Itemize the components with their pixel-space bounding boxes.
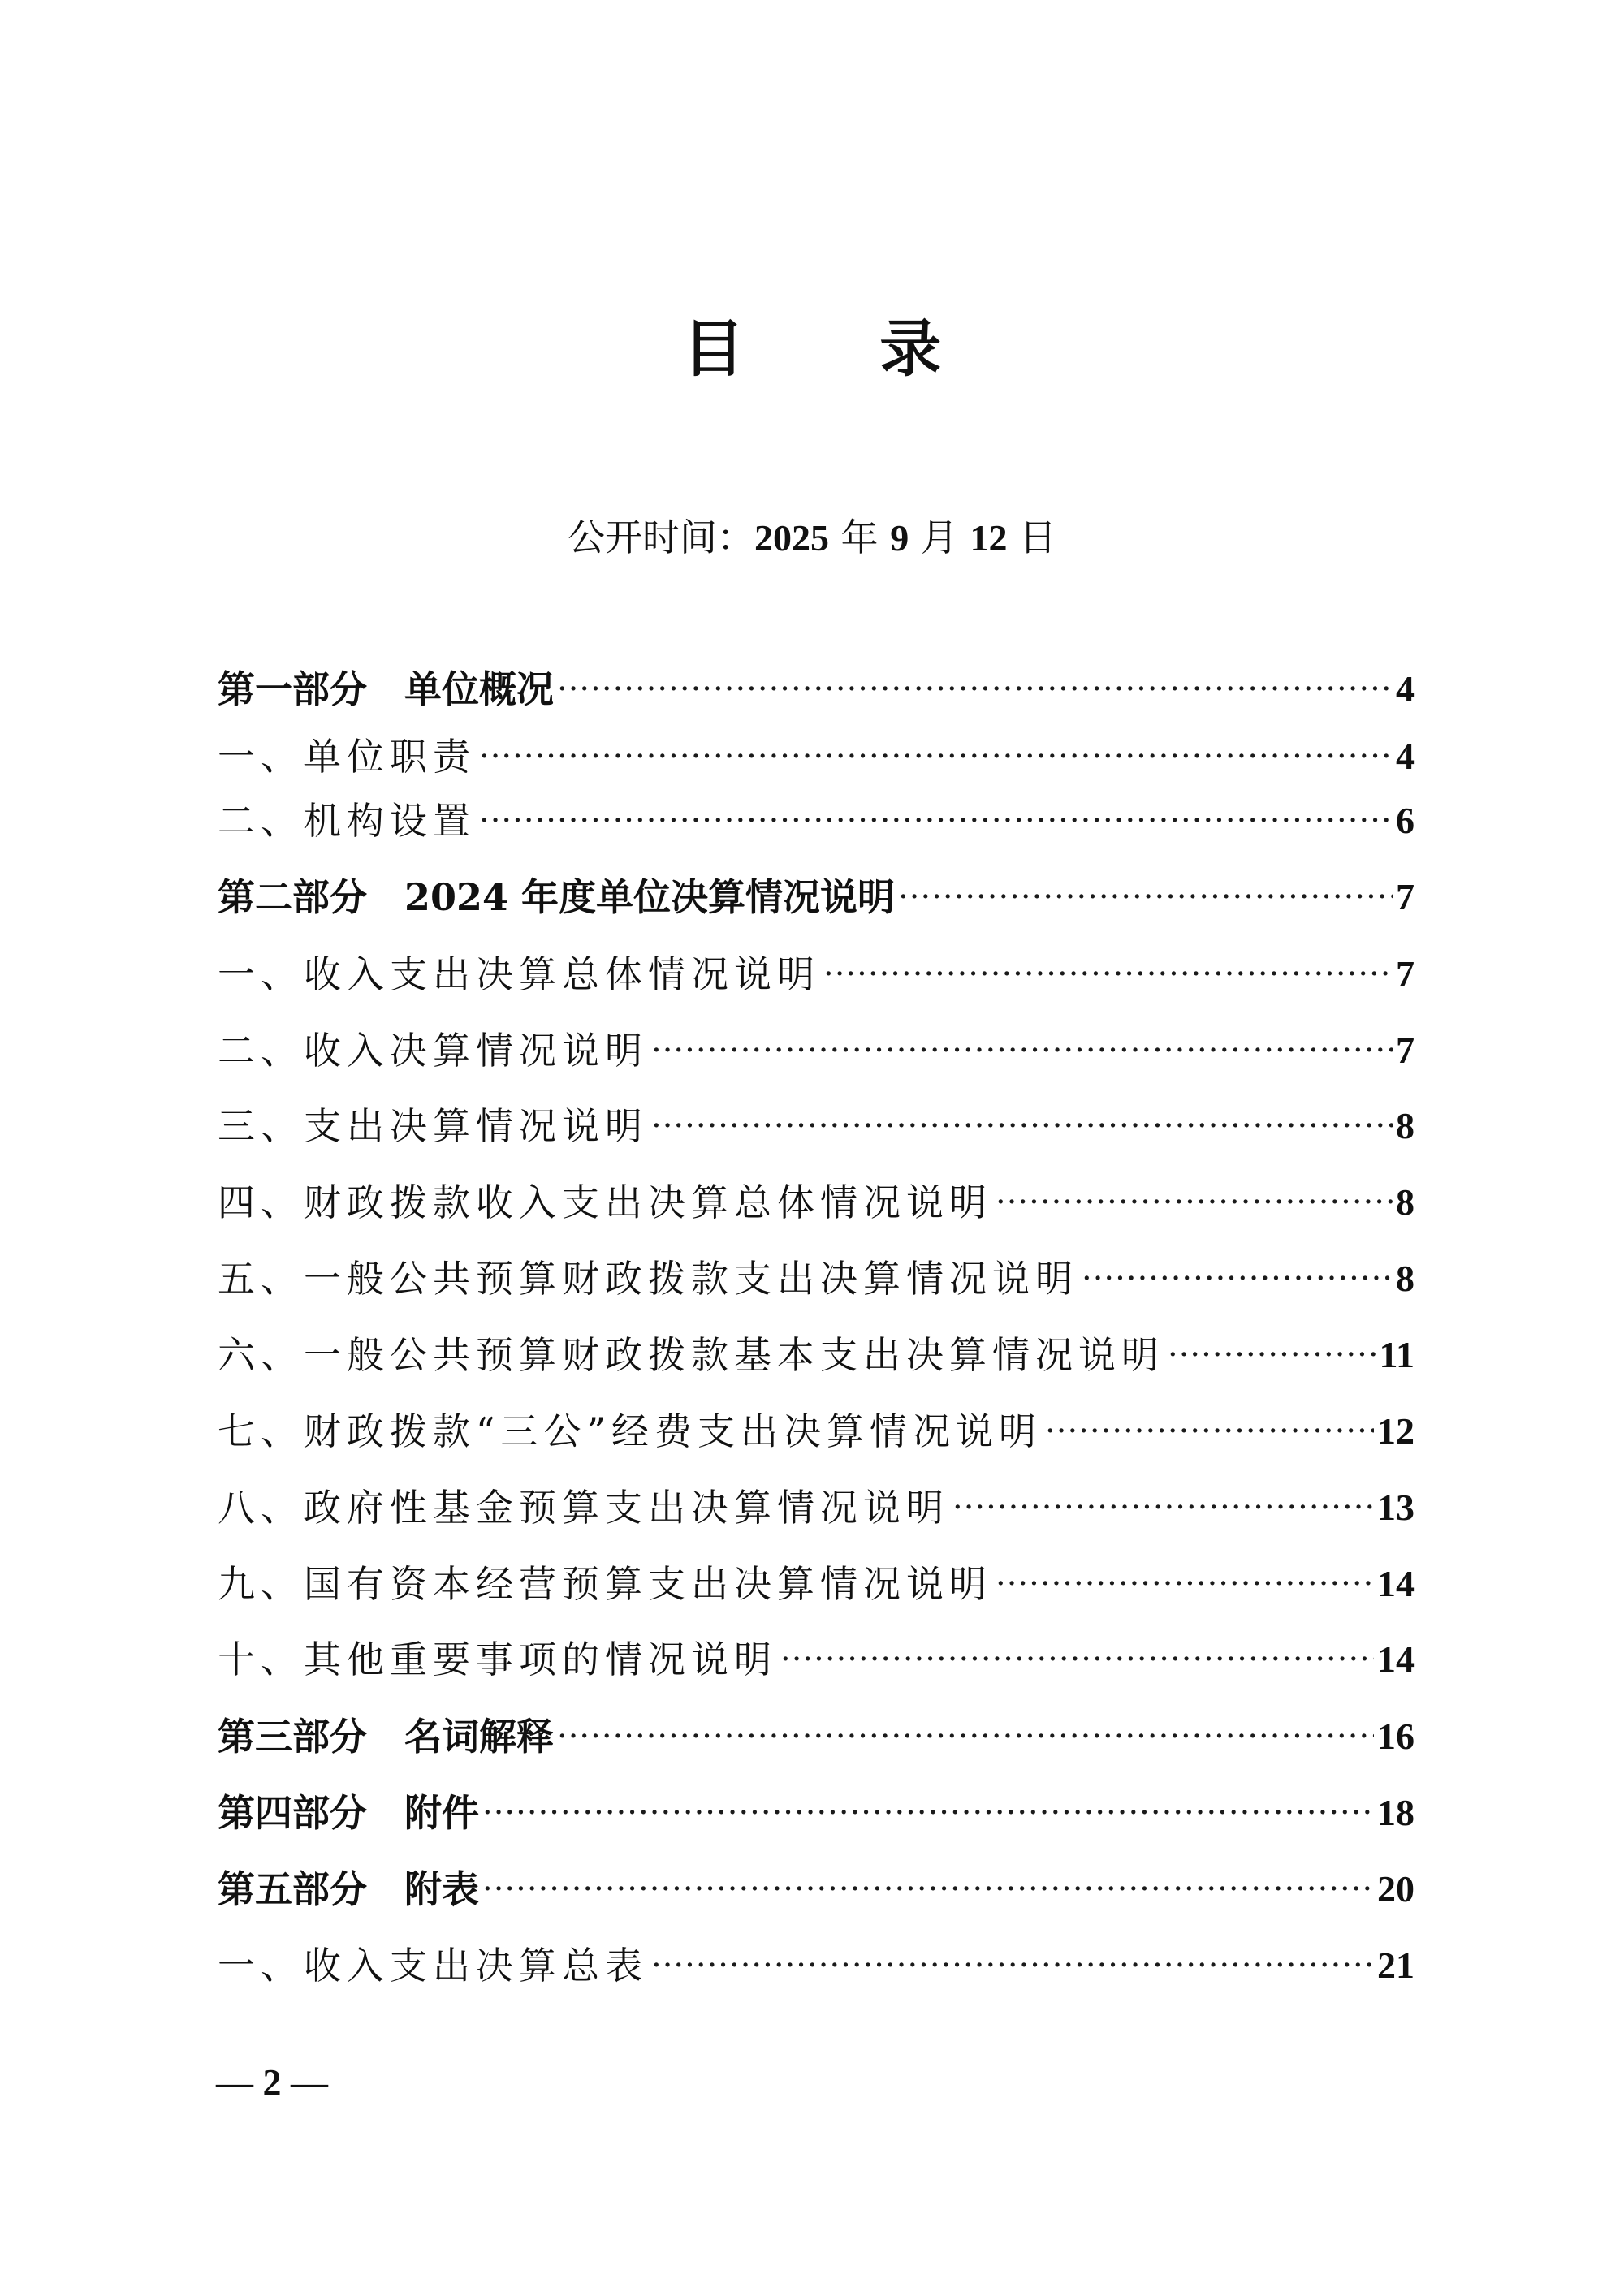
toc-entry-page: 20	[1377, 1868, 1415, 1910]
toc-entry[interactable]	[218, 1023, 1415, 1073]
toc-entry-page: 4	[1396, 736, 1415, 777]
toc-entry[interactable]	[218, 1098, 1415, 1149]
toc-dot-leader	[952, 1485, 1374, 1530]
toc-entry[interactable]	[218, 1175, 1415, 1225]
publication-month-unit: 月	[909, 516, 970, 559]
toc-entry-page: 14	[1377, 1638, 1415, 1680]
toc-dot-leader	[898, 874, 1393, 920]
toc-entry-page: 6	[1396, 800, 1415, 841]
toc-dot-leader	[479, 798, 1393, 844]
toc-entry-page: 16	[1377, 1716, 1415, 1757]
toc-dot-leader	[780, 1637, 1374, 1682]
toc-entry-page: 7	[1396, 1029, 1415, 1071]
toc-dot-leader	[823, 952, 1393, 997]
publication-day: 12	[970, 517, 1008, 559]
publication-date-label: 公开时间：	[567, 516, 754, 559]
toc-dot-leader	[1045, 1409, 1374, 1454]
toc-entry[interactable]	[218, 1632, 1415, 1682]
toc-entry-page: 12	[1377, 1410, 1415, 1452]
toc-entry-label: 第三部分 名词解释	[218, 1715, 554, 1759]
publication-month: 9	[890, 517, 909, 559]
toc-entry-label: 一、收入支出决算总体情况说明	[218, 952, 820, 996]
toc-entry[interactable]	[218, 662, 1415, 712]
toc-entry-page: 7	[1396, 953, 1415, 995]
toc-entry[interactable]	[218, 1862, 1415, 1912]
toc-entry[interactable]	[218, 1327, 1415, 1378]
toc-entry-label: 九、国有资本经营预算支出决算情况说明	[218, 1562, 992, 1606]
toc-entry[interactable]	[218, 1251, 1415, 1301]
toc-dot-leader	[1082, 1256, 1393, 1301]
toc-entry[interactable]	[218, 870, 1415, 920]
toc-dot-leader	[482, 1867, 1374, 1912]
toc-entry[interactable]	[218, 947, 1415, 997]
toc-entry-label: 第四部分 附件	[218, 1791, 479, 1835]
toc-entry-page: 14	[1377, 1563, 1415, 1604]
toc-dot-leader	[557, 1714, 1374, 1759]
toc-entry-label: 三、支出决算情况说明	[218, 1104, 648, 1148]
publication-year: 2025	[754, 517, 829, 559]
table-of-contents	[218, 0, 1415, 2296]
publication-day-unit: 日	[1007, 516, 1057, 559]
toc-entry-page: 21	[1377, 1944, 1415, 1986]
toc-entry-label: 二、收入决算情况说明	[218, 1029, 648, 1072]
toc-entry[interactable]	[218, 729, 1415, 779]
toc-entry-page: 8	[1396, 1105, 1415, 1146]
page-number-footer: — 2 —	[216, 2061, 328, 2103]
toc-dot-leader	[996, 1561, 1374, 1607]
toc-dot-leader	[557, 667, 1393, 712]
publication-year-unit: 年	[828, 516, 891, 559]
toc-entry[interactable]	[218, 793, 1415, 844]
toc-dot-leader	[482, 1790, 1374, 1836]
toc-entry[interactable]	[218, 1556, 1415, 1607]
toc-entry-label: 二、机构设置	[218, 799, 476, 843]
toc-entry-label: 四、财政拨款收入支出决算总体情况说明	[218, 1180, 992, 1224]
toc-entry-page: 13	[1377, 1487, 1415, 1528]
toc-entry[interactable]	[218, 1938, 1415, 1988]
toc-entry-label: 六、一般公共预算财政拨款基本支出决算情况说明	[218, 1333, 1164, 1377]
page-title: 目 录	[682, 313, 999, 385]
toc-entry-label: 第五部分 附表	[218, 1867, 479, 1911]
toc-dot-leader	[1168, 1332, 1376, 1378]
toc-dot-leader	[651, 1103, 1393, 1149]
toc-entry[interactable]	[218, 1480, 1415, 1530]
toc-entry[interactable]	[218, 1404, 1415, 1454]
toc-entry-label: 八、政府性基金预算支出决算情况说明	[218, 1486, 949, 1530]
toc-entry-label: 第二部分 2024 年度单位决算情况说明	[218, 875, 896, 919]
toc-entry-page: 8	[1396, 1181, 1415, 1223]
toc-entry[interactable]	[218, 1709, 1415, 1759]
toc-dot-leader	[996, 1180, 1393, 1225]
toc-entry-label: 一、收入支出决算总表	[218, 1944, 648, 1987]
toc-entry-label: 第一部分 单位概况	[218, 667, 554, 711]
toc-entry-page: 11	[1379, 1334, 1415, 1375]
toc-entry-page: 4	[1396, 668, 1415, 710]
toc-dot-leader	[651, 1028, 1393, 1073]
toc-dot-leader	[651, 1943, 1374, 1988]
toc-entry-page: 8	[1396, 1258, 1415, 1299]
toc-entry-label: 七、财政拨款“三公”经费支出决算情况说明	[218, 1409, 1043, 1453]
toc-dot-leader	[479, 734, 1393, 779]
toc-entry[interactable]	[218, 1785, 1415, 1836]
toc-entry-page: 7	[1396, 876, 1415, 917]
toc-entry-label: 十、其他重要事项的情况说明	[218, 1638, 777, 1681]
toc-entry-page: 18	[1377, 1792, 1415, 1833]
toc-entry-label: 一、单位职责	[218, 735, 476, 779]
toc-entry-label: 五、一般公共预算财政拨款支出决算情况说明	[218, 1257, 1078, 1301]
